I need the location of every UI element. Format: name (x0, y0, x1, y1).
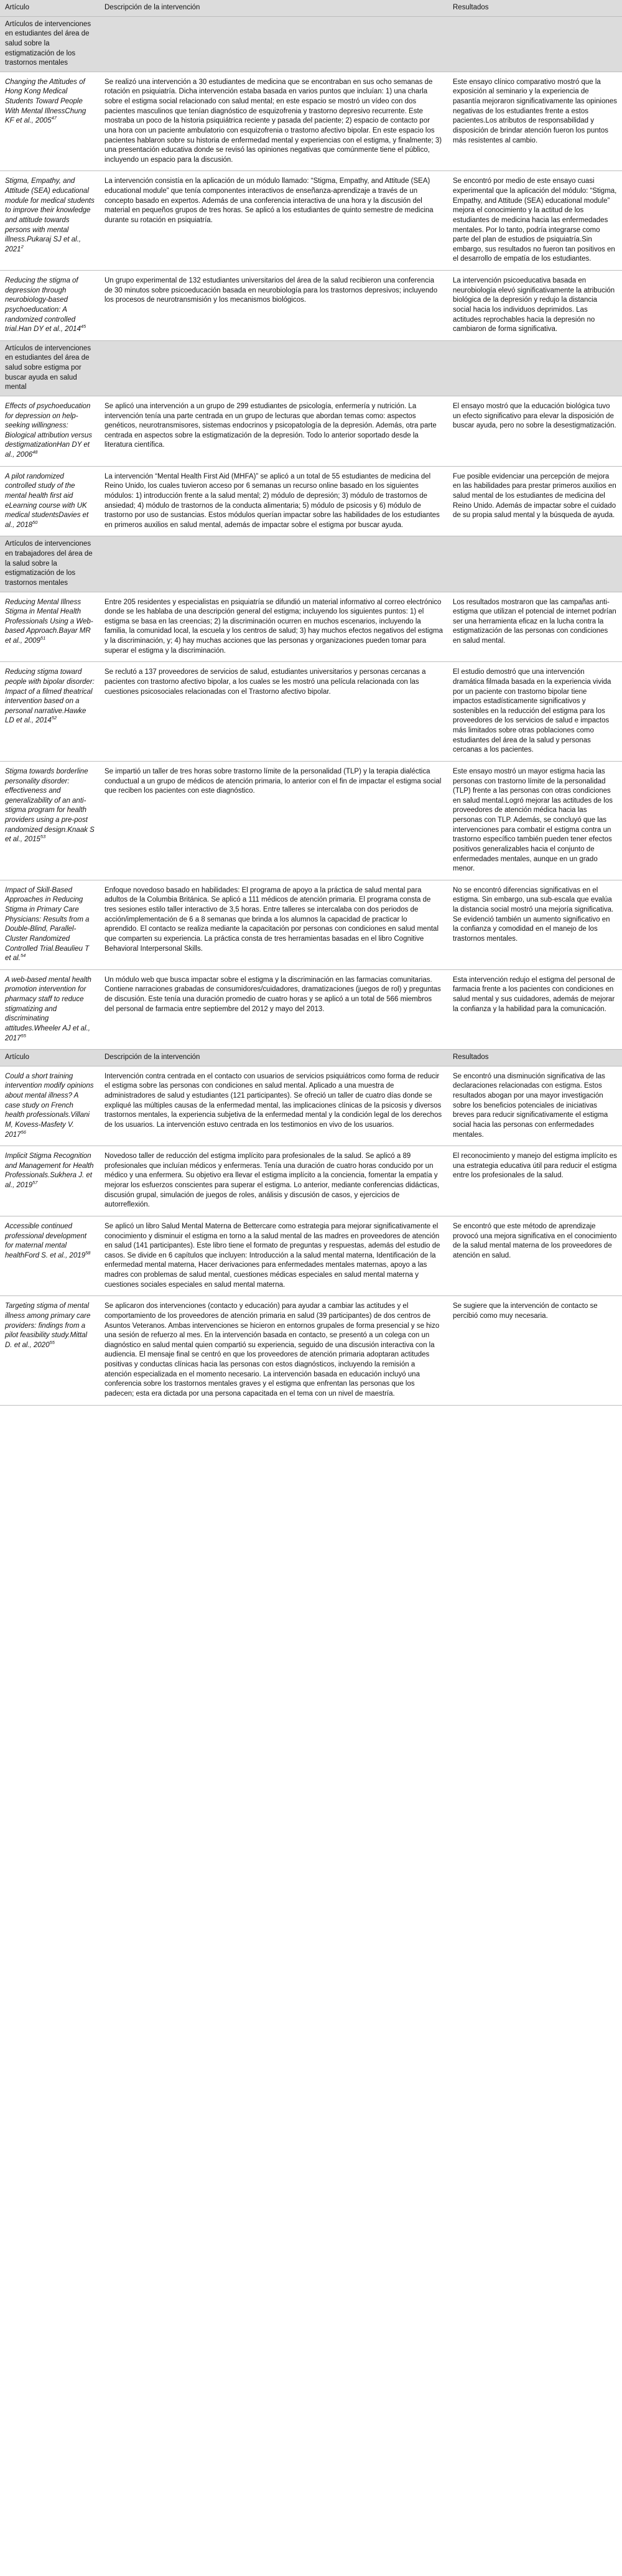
article-title: Targeting stigma of mental illness among primary care providers: findings from a pilot feasibility study.Mittal D. et al., 2020 (5, 1302, 91, 1349)
article-citation (0, 1216, 100, 1295)
table-row (0, 396, 622, 466)
intervention-description: Se realizó una intervención a 30 estudiantes de medicina que se encontraban en sus ocho semanas de rotación en psiquiatría. Dicha intervención estaba basada en varios puntos que incluían: 1) una charla sobre el estigma social relacionado con salud mental; en este espacio se mostró un vídeo con dos pacientes masculinos que tenían diagnóstico de esquizofrenia y trastorno depresivo recurrente. Este mostraba un poco de la historia psiquiátrica reciente y pasada del paciente; 2) espacio de contacto por una hora con un paciente ambulatorio con esquizofrenia o trastorno afectivo bipolar. En este espacio los pacientes hablaron sobre su historia de enfermedad mental y experiencias con el estigma, y finalmente; 3) una presentación educativa donde se revisó las opiniones negativas que comúnmente tiene el público, incluyendo un espacio para la discusión. (100, 72, 448, 171)
intervention-results: Fue posible evidenciar una percepción de mejora en las habilidades para prestar primeros auxilios en salud mental de los estudiantes de medicina del Reino Unido. Además de impactar sobre el cuidado de su propia salud mental y la búsqueda de ayuda. (448, 466, 622, 536)
intervention-results: Se encontró una disminución significativa de las declaraciones relacionadas con estigma. Estos resultados abogan por una mayor investigación sobre los beneficios potenciales de iniciativas breves para reducir significativamente el estigma social hacia las personas con enfermedades mentales. (448, 1066, 622, 1146)
reference-number: 53 (40, 834, 46, 840)
table-row (0, 592, 622, 662)
table-row (0, 271, 622, 341)
intervention-results: El reconocimiento y manejo del estigma implícito es una estrategia educativa útil para reducir el estigma entre los profesionales de la salud. (448, 1146, 622, 1216)
article-citation (0, 662, 100, 762)
article-title: Stigma towards borderline personality disorder: effectiveness and generalizability of an anti-stigma program for health providers using a pre-post randomized design.Knaak S et al., 2015 (5, 767, 95, 844)
article-citation (0, 171, 100, 271)
intervention-results: Se encontró que este método de aprendizaje provocó una mejora significativa en el conocimiento de la salud mental materna de los proveedores de atención en salud. (448, 1216, 622, 1295)
table-row (0, 1296, 622, 1405)
table-row (0, 466, 622, 536)
reference-number: 54 (20, 953, 26, 959)
intervention-description: Se aplicaron dos intervenciones (contacto y educación) para ayudar a cambiar las actitudes y el comportamiento de los proveedores de atención primaria en salud (39 participantes) de dos centros de Asuntos Veteranos. Ambas intervenciones se hicieron en entornos grupales de forma presencial y se hizo una sesión de refuerzo al mes. En la intervención basada en contacto, se presentó a un colega con un diagnóstico en salud mental quien compartió su experiencia, seguido de una discusión interactiva con la audiencia. El mensaje final se centró en que los proveedores de atención primaria adoptaran actitudes positivas y conductas clínicas hacia las personas con estos diagnósticos, incluyendo la remisión a atención especializada en el momento necesario. La intervención basada en educación incluyó una conferencia sobre los trastornos mentales graves y el estigma que enfrentan las personas que los padecen; esta era dictada por una persona capacitada en el tema con un nivel de maestría. (100, 1296, 448, 1405)
article-title: Effects of psychoeducation for depression on help-seeking willingness: Biological attribution versus destigmatizationHan DY et al., 2006 (5, 402, 92, 459)
section-col2: Descripción de la intervención (100, 1050, 448, 1066)
section-header-row (0, 536, 622, 592)
article-citation (0, 396, 100, 466)
intervention-description: Se aplicó un libro Salud Mental Materna de Bettercare como estrategia para mejorar significativamente el conocimiento y disminuir el estigma en torno a la salud mental de las madres en proveedores de atención en salud (141 participantes). Este libro tiene el formato de preguntas y respuestas, además del estudio de casos. Se divide en 6 capítulos que incluyen: Introducción a la salud mental materna, Identificación de la enfermedad mental materna, Hacer derivaciones para enfermedades mentales maternas, apoyo a las madres con problemas de salud mental, cuestiones médicas especiales en salud mental materna y cuestiones sociales especiales en salud mental materna. (100, 1216, 448, 1295)
article-citation (0, 761, 100, 880)
article-title: Accessible continued professional development for maternal mental healthFord S. et al., 2019 (5, 1222, 87, 1259)
article-citation (0, 466, 100, 536)
table-row (0, 1216, 622, 1295)
header-article: Artículo (0, 0, 100, 16)
header-description: Descripción de la intervención (100, 0, 448, 16)
section-title: Artículo (0, 1050, 100, 1066)
article-citation (0, 1146, 100, 1216)
intervention-description: Novedoso taller de reducción del estigma implícito para profesionales de la salud. Se aplicó a 89 profesionales que incluían médicos y enfermeras. Tenía una duración de cuatro horas conducido por un médico y una enfermera. Su objetivo era llevar el estigma implícito a la conciencia, fomentar la empatía y mejorar los esfuerzos conscientes para superar el estigma. Lo anterior, mediante conferencias didácticas, discusión grupal, simulación de juegos de roles, análisis y discusión de casos, y ejercicios de autorreflexión. (100, 1146, 448, 1216)
intervention-description: Un grupo experimental de 132 estudiantes universitarios del área de la salud recibieron una conferencia de 30 minutos sobre psicoeducación basada en neurobiología para los trastornos depresivos; incluyendo los procesos de neurotransmisión y los mecanismos biológicos. (100, 271, 448, 341)
table-row (0, 171, 622, 271)
intervention-results: El ensayo mostró que la educación biológica tuvo un efecto significativo para elevar la disposición de buscar ayuda, pero no sobre la desestigmatización. (448, 396, 622, 466)
reference-number: 58 (85, 1249, 91, 1256)
intervention-description: Intervención contra centrada en el contacto con usuarios de servicios psiquiátricos como forma de reducir el estigma sobre las personas con condiciones en salud mental. Aplicado a una muestra de administradores de salud y estudiantes (121 participantes). Se ofreció un taller de cuatro días donde se expliqué las múltiples causas de la enfermedad mental, las implicaciones clínicas de la psicosis y diversos trastornos mentales, la experiencia subjetiva de la enfermedad mental y la condición legal de los derechos de los usuarios. La intervención estuvo centrada en los testimonios en vivo de los usuarios. (100, 1066, 448, 1146)
intervention-results: Este ensayo clínico comparativo mostró que la exposición al seminario y la experiencia de pasantía mejoraron significativamente las opiniones negativas de los estudiantes frente a estos pacientes.Los atributos de responsabilidad y disposición de brindar atención fueron los puntos más resistentes al cambio. (448, 72, 622, 171)
section-header-row (0, 340, 622, 396)
article-title: A pilot randomized controlled study of the mental health first aid eLearning course with UK medical studentsDavies et al., 2018 (5, 472, 89, 529)
reference-number: 52 (51, 715, 57, 721)
intervention-description: Entre 205 residentes y especialistas en psiquiatría se difundió un material informativo al correo electrónico donde se les hablaba de una descripción general del estigma; incluyendo los siguientes puntos: 1) el estigma se basa en las creencias; 2) la discriminación ocurren en muchos escenarios, incluyendo la familia, la comunidad local, la escuela y los centros de salud; 3) hay muchos efectos negativos del estigma y la discriminación, y; 4) hay muchas acciones que las personas y organizaciones pueden tomar para superar el estigma y la discriminación. (100, 592, 448, 662)
header-results: Resultados (448, 0, 622, 16)
intervention-description: La intervención consistía en la aplicación de un módulo llamado: “Stigma, Empathy, and Attitude (SEA) educational module” que tenía componentes interactivos de enseñanza-aprendizaje a través de un concepto basado en expertos. Además de una conferencia interactiva de una hora y la discusión del material en pequeños grupos de tres horas. Se aplicó a los estudiantes de quinto semestre de medicina durante su rotación en psiquiatría. (100, 171, 448, 271)
reference-number: 56 (21, 1129, 26, 1135)
article-citation (0, 1296, 100, 1405)
article-citation (0, 72, 100, 171)
section-title: Artículos de intervenciones en estudiantes del área de salud sobre estigma por buscar ayuda en salud mental (0, 340, 100, 396)
article-title: Could a short training intervention modify opinions about mental illness? A case study on French health professionals.Villani M, Kovess-Masfety V. 2017 (5, 1072, 94, 1139)
reference-number: 51 (40, 635, 46, 642)
article-citation (0, 592, 100, 662)
section-col3 (448, 536, 622, 592)
table-row (0, 72, 622, 171)
intervention-description: Se reclutó a 137 proveedores de servicios de salud, estudiantes universitarios y personas cercanas a pacientes con trastorno afectivo bipolar, a los cuales se les mostró una película relacionada con las cuestiones psicosociales relacionadas con el Trastorno afectivo bipolar. (100, 662, 448, 762)
table-row (0, 880, 622, 969)
article-citation (0, 880, 100, 969)
article-title: Impact of Skill-Based Approaches in Reducing Stigma in Primary Care Physicians: Results from a Double-Blind, Parallel-Cluster Randomized Controlled Trial.Beaulieu T et al. (5, 886, 90, 963)
section-col2 (100, 536, 448, 592)
table-row (0, 969, 622, 1049)
intervention-results: Los resultados mostraron que las campañas anti-estigma que utilizan el potencial de internet podrían ser una herramienta eficaz en la lucha contra la estigmatización de las personas con condiciones en salud mental. (448, 592, 622, 662)
article-title: A web-based mental health promotion intervention for pharmacy staff to reduce stigmatizing and discriminating attitudes.Wheeler AJ et al., 2017 (5, 976, 91, 1042)
reference-number: 48 (32, 449, 38, 455)
article-title: Reducing the stigma of depression through neurobiology-based psychoeducation: A randomized controlled trial.Han DY et al., 2014 (5, 277, 81, 334)
reference-number: 55 (49, 1339, 55, 1345)
article-title: Reducing stigma toward people with bipolar disorder: Impact of a filmed theatrical intervention based on a personal narrative.Hawke LD et al., 2014 (5, 668, 95, 725)
article-citation (0, 1066, 100, 1146)
section-col2 (100, 16, 448, 72)
intervention-description: Se aplicó una intervención a un grupo de 299 estudiantes de psicología, enfermería y nutrición. La intervención tenía una parte centrada en un grupo de lecturas que abordan temas como: aspectos genéticos, neurotransmisores, sistemas endocrinos y psicopatología de la depresión. Además, otra parte centrada en aspectos sobre la estigmatización de la depresión. Todo lo anterior soportado desde la literatura científica. (100, 396, 448, 466)
section-col3 (448, 16, 622, 72)
section-col2 (100, 340, 448, 396)
reference-number: 50 (32, 519, 38, 525)
intervention-results: Se encontró por medio de este ensayo cuasi experimental que la aplicación del módulo: “Stigma, Empathy, and Attitude (SEA) educational module” mejora el conocimiento y la actitud de los estudiantes de medicina hacia las enfermedades mentales. Por lo tanto, podría integrarse como parte del plan de estudios de psiquiatría.Sin embargo, sus resultados no fueron tan positivos en el desarrollo de empatía de los estudiantes. (448, 171, 622, 271)
table-row (0, 1146, 622, 1216)
table-row (0, 662, 622, 762)
table-header-row (0, 0, 622, 16)
intervention-description: Enfoque novedoso basado en habilidades: El programa de apoyo a la práctica de salud mental para adultos de la Columbia Británica. Se aplicó a 111 médicos de atención primaria. El programa consta de tres sesiones estilo taller interactivo de 3,5 horas. Entre talleres se intercalaba con dos periodos de acción/implementación de 6 a 8 semanas que brinda a los alumnos la capacidad de practicar lo aprendido. El contacto se realiza mediante la capacitación por personas con condiciones en salud mental que comparten su experiencia. La práctica consta de tres herramientas basadas en el libro Cognitive Behavioral Interpersonal Skills. (100, 880, 448, 969)
table-row (0, 1066, 622, 1146)
section-col3 (448, 340, 622, 396)
section-title: Artículos de intervenciones en trabajadores del área de la salud sobre la estigmatización de los trastornos mentales (0, 536, 100, 592)
section-header-row (0, 1050, 622, 1066)
intervention-results: Esta intervención redujo el estigma del personal de farmacia frente a los pacientes con condiciones en salud mental y sus cuidadores, además de mejorar la confianza y la habilidad para la comunicación. (448, 969, 622, 1049)
article-title: Stigma, Empathy, and Attitude (SEA) educational module for medical students to improve their knowledge and attitude towards persons with mental illness.Pukaraj SJ et al., 2021 (5, 177, 95, 253)
intervention-results: No se encontró diferencias significativas en el estigma. Sin embargo, una sub-escala que evalúa la distancia social mostró una mejoría significativa. Se evidenció también un aumento significativo en la confianza y comodidad en el manejo de los trastornos mentales. (448, 880, 622, 969)
reference-number: 45 (80, 324, 86, 330)
table-row (0, 761, 622, 880)
section-header-row (0, 16, 622, 72)
article-citation (0, 271, 100, 341)
intervention-description: La intervención “Mental Health First Aid (MHFA)” se aplicó a un total de 55 estudiantes de medicina del Reino Unido, los cuales tuvieron acceso por 6 semanas un recurso online basado en los siguientes módulos: 1) introducción frente a la salud mental; 2) módulo de depresión; 3) módulo de trastornos de ansiedad; 4) módulo de trastornos de la conducta alimentaria; 5) módulo de psicosis y 6) módulo de trastorno por uso de sustancias. Estos módulos querían impactar sobre las habilidades de los estudiantes en primeros auxilios en salud mental, además de impactar sobre el estigma por buscar ayuda. (100, 466, 448, 536)
reference-number: 2 (21, 243, 24, 250)
article-title: Changing the Attitudes of Hong Kong Medical Students Toward People With Mental IllnessChung KF et al., 2005 (5, 78, 86, 125)
intervention-results: Este ensayo mostró un mayor estigma hacia las personas con trastorno límite de la personalidad (TLP) frente a las personas con otras condiciones en salud mental.Logró mejorar las actitudes de los proveedores de atención médica hacia las personas con TLP. Además, se concluyó que las intervenciones para combatir el estigma contra un trastorno específico también pueden tener efectos positivos generalizables hacia el conjunto de enfermedades mentales, aunque en un grado menor. (448, 761, 622, 880)
reference-number: 47 (51, 115, 57, 121)
article-title: Implicit Stigma Recognition and Management for Health Professionals.Sukhera J. et al., 2019 (5, 1152, 94, 1189)
reference-number: 57 (32, 1180, 38, 1186)
section-col3: Resultados (448, 1050, 622, 1066)
intervention-results: Se sugiere que la intervención de contacto se percibió como muy necesaria. (448, 1296, 622, 1405)
intervention-results: El estudio demostró que una intervención dramática filmada basada en la experiencia vivida por un paciente con trastorno bipolar tiene impactos estadísticamente significativos y sostenibles en la reducción del estigma para los proveedores de los servicios de salud e impactos más limitados sobre otras poblaciones como estudiantes del área de la salud y personas cercanas a los pacientes. (448, 662, 622, 762)
intervention-description: Se impartió un taller de tres horas sobre trastorno límite de la personalidad (TLP) y la terapia dialéctica conductual a un grupo de médicos de atención primaria, lo anterior con el fin de impactar el estigma social que reciben los pacientes con este diagnóstico. (100, 761, 448, 880)
article-title: Reducing Mental Illness Stigma in Mental Health Professionals Using a Web-based Approach.Bayar MR et al., 2009 (5, 598, 93, 645)
section-title: Artículos de intervenciones en estudiantes del área de salud sobre la estigmatización de los trastornos mentales (0, 16, 100, 72)
intervention-description: Un módulo web que busca impactar sobre el estigma y la discriminación en las farmacias comunitarias. Contiene narraciones grabadas de consumidores/cuidadores, dramatizaciones (juegos de rol) y preguntas de discusión. Este tenía una duración promedio de cuatro horas y se aplicó a un total de 566 miembros del personal de farmacia entre septiembre del 2012 y mayo del 2013. (100, 969, 448, 1049)
intervention-results: La intervención psicoeducativa basada en neurobiología elevó significativamente la atribución biológica de la depresión y redujo la distancia social hacia los individuos deprimidos. Las actitudes reprochables hacia la depresión no cambiaron de forma significativa. (448, 271, 622, 341)
article-citation (0, 969, 100, 1049)
reference-number: 55 (21, 1032, 26, 1038)
